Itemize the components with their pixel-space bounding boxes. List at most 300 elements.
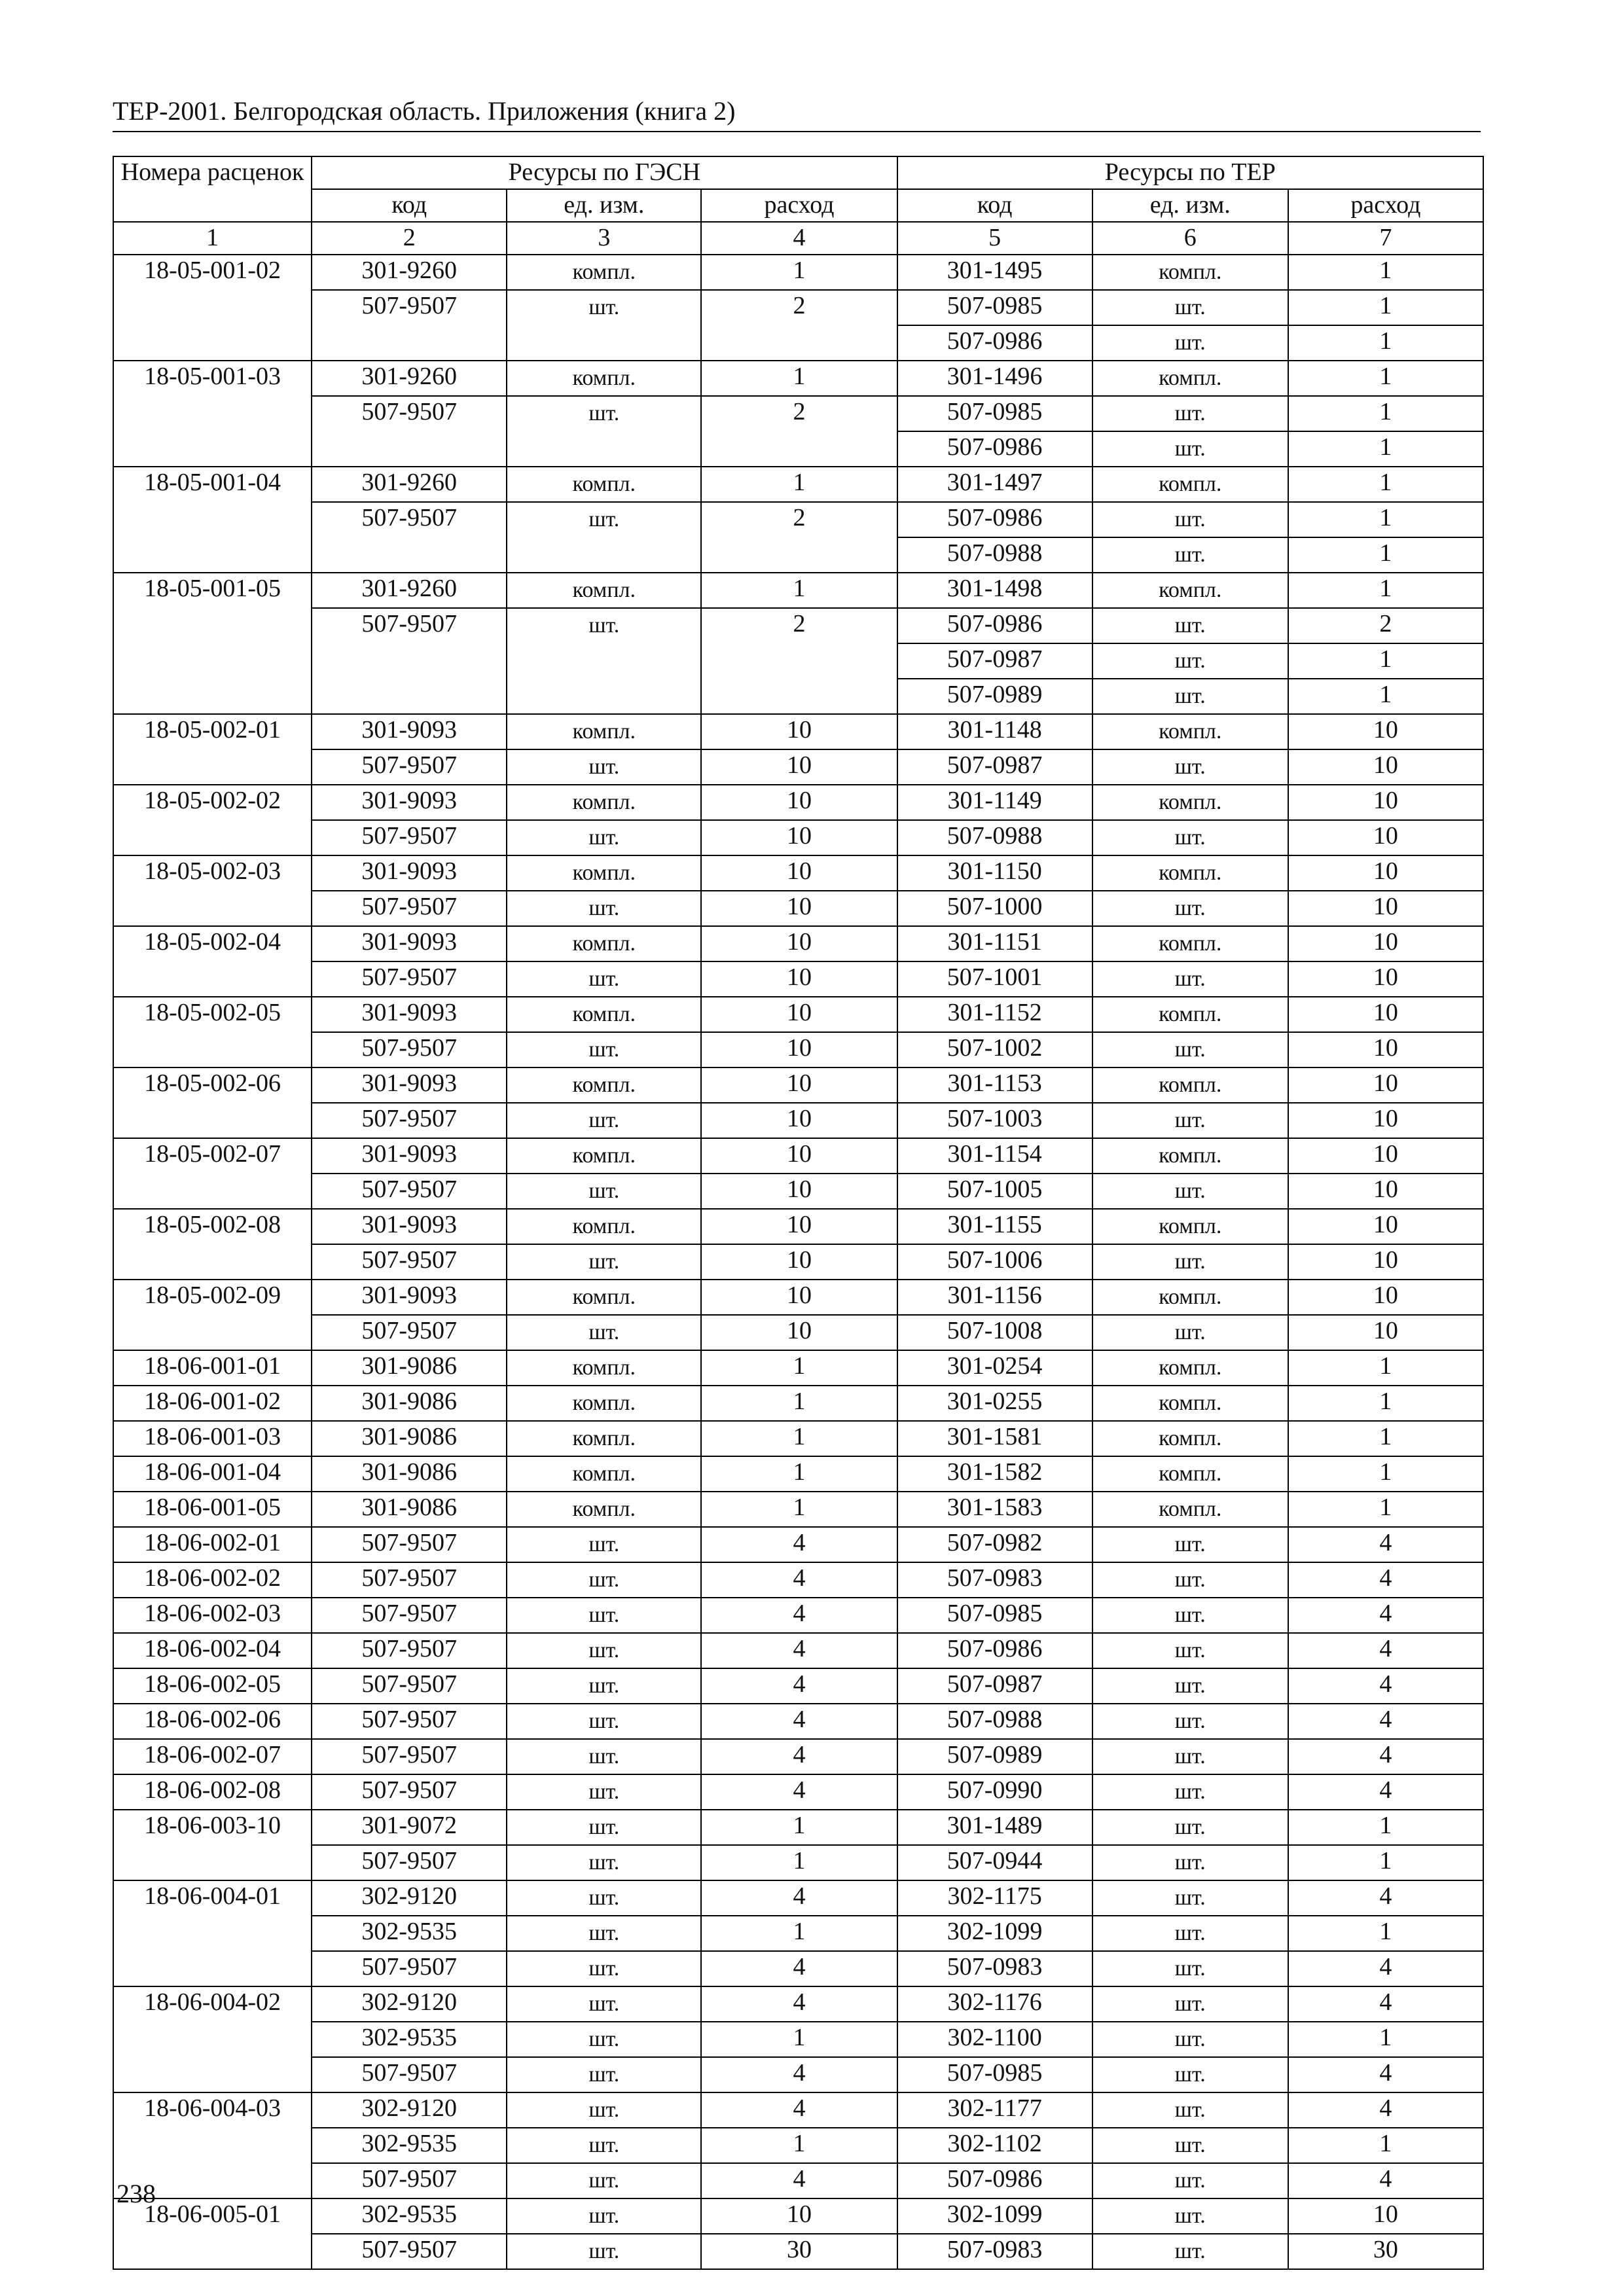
ter-usage-cell: 10 [1288, 1067, 1483, 1103]
gesn-code-cell: 507-9507 [312, 2234, 507, 2269]
col-num: 1 [113, 222, 312, 255]
gesn-code-cell: 302-9535 [312, 2198, 507, 2234]
ter-unit-cell: шт. [1092, 1951, 1288, 1986]
ter-code-cell: 507-0987 [897, 749, 1092, 785]
gesn-code-cell: 301-9093 [312, 1280, 507, 1315]
rate-number-cell: 18-06-002-03 [113, 1598, 312, 1633]
gesn-code-cell: 507-9507 [312, 1032, 507, 1067]
gesn-unit-cell: компл. [507, 1421, 701, 1456]
ter-code-cell: 302-1175 [897, 1880, 1092, 1916]
ter-usage-cell: 1 [1288, 1916, 1483, 1951]
ter-usage-cell: 1 [1288, 361, 1483, 396]
ter-unit-cell: шт. [1092, 961, 1288, 997]
ter-code-cell: 301-1148 [897, 714, 1092, 749]
head-gesn-group: Ресурсы по ГЭСН [312, 156, 897, 189]
gesn-unit-cell: шт. [507, 1598, 701, 1633]
gesn-code-cell: 507-9507 [312, 1315, 507, 1350]
gesn-unit-cell: шт. [507, 2092, 701, 2128]
ter-usage-cell: 4 [1288, 2163, 1483, 2198]
table-row [113, 1845, 1483, 1880]
table-row [113, 1067, 1483, 1103]
ter-usage-cell: 4 [1288, 1668, 1483, 1704]
ter-code-cell: 507-1006 [897, 1244, 1092, 1280]
ter-code-cell: 301-1153 [897, 1067, 1092, 1103]
ter-unit-cell: шт. [1092, 1668, 1288, 1704]
ter-unit-cell: шт. [1092, 1633, 1288, 1668]
gesn-usage-cell: 1 [701, 2022, 897, 2057]
ter-usage-cell: 10 [1288, 891, 1483, 926]
head-ter-usage: расход [1288, 189, 1483, 222]
resources-table [113, 156, 1484, 2270]
gesn-usage-cell: 4 [701, 1668, 897, 1704]
table-row [113, 1315, 1483, 1350]
ter-unit-cell: компл. [1092, 1456, 1288, 1492]
gesn-unit-cell: шт. [507, 396, 701, 467]
gesn-code-cell: 507-9507 [312, 1633, 507, 1668]
ter-code-cell: 301-1498 [897, 573, 1092, 608]
gesn-unit-cell: шт. [507, 2198, 701, 2234]
ter-code-cell: 301-1496 [897, 361, 1092, 396]
gesn-usage-cell: 10 [701, 1138, 897, 1174]
ter-unit-cell: компл. [1092, 1386, 1288, 1421]
ter-usage-cell: 4 [1288, 1527, 1483, 1562]
gesn-code-cell: 301-9093 [312, 1067, 507, 1103]
ter-usage-cell: 1 [1288, 1845, 1483, 1880]
ter-unit-cell: шт. [1092, 1704, 1288, 1739]
ter-usage-cell: 1 [1288, 467, 1483, 502]
gesn-usage-cell: 2 [701, 396, 897, 467]
table-row [113, 1280, 1483, 1315]
ter-code-cell: 507-0989 [897, 1739, 1092, 1774]
table-row [113, 608, 1483, 643]
ter-unit-cell: компл. [1092, 785, 1288, 820]
rate-number-cell: 18-05-001-03 [113, 361, 312, 467]
gesn-usage-cell: 1 [701, 573, 897, 608]
gesn-usage-cell: 4 [701, 1986, 897, 2022]
col-num: 3 [507, 222, 701, 255]
table-row [113, 2198, 1483, 2234]
gesn-code-cell: 507-9507 [312, 608, 507, 714]
ter-code-cell: 507-0988 [897, 1704, 1092, 1739]
ter-code-cell: 507-0987 [897, 643, 1092, 679]
table-row [113, 361, 1483, 396]
ter-usage-cell: 1 [1288, 573, 1483, 608]
rate-number-cell: 18-06-002-06 [113, 1704, 312, 1739]
ter-code-cell: 507-0985 [897, 1598, 1092, 1633]
rate-number-cell: 18-05-002-04 [113, 926, 312, 997]
gesn-code-cell: 301-9093 [312, 926, 507, 961]
ter-code-cell: 507-1003 [897, 1103, 1092, 1138]
ter-code-cell: 301-1155 [897, 1209, 1092, 1244]
gesn-unit-cell: компл. [507, 1492, 701, 1527]
ter-usage-cell: 4 [1288, 1739, 1483, 1774]
gesn-code-cell: 507-9507 [312, 1527, 507, 1562]
ter-usage-cell: 10 [1288, 1280, 1483, 1315]
ter-unit-cell: шт. [1092, 2128, 1288, 2163]
gesn-usage-cell: 2 [701, 502, 897, 573]
ter-unit-cell: компл. [1092, 1280, 1288, 1315]
ter-usage-cell: 10 [1288, 1244, 1483, 1280]
gesn-usage-cell: 2 [701, 608, 897, 714]
table-row [113, 1350, 1483, 1386]
ter-usage-cell: 10 [1288, 1209, 1483, 1244]
gesn-usage-cell: 4 [701, 2092, 897, 2128]
table-row [113, 1951, 1483, 1986]
table-row [113, 1598, 1483, 1633]
gesn-usage-cell: 10 [701, 891, 897, 926]
ter-unit-cell: шт. [1092, 396, 1288, 431]
rate-number-cell: 18-05-002-09 [113, 1280, 312, 1350]
gesn-code-cell: 507-9507 [312, 290, 507, 361]
ter-usage-cell: 30 [1288, 2234, 1483, 2269]
ter-unit-cell: компл. [1092, 1209, 1288, 1244]
head-gesn-usage: расход [701, 189, 897, 222]
head-gesn-unit: ед. изм. [507, 189, 701, 222]
gesn-unit-cell: шт. [507, 1315, 701, 1350]
gesn-usage-cell: 4 [701, 2163, 897, 2198]
ter-unit-cell: компл. [1092, 1421, 1288, 1456]
table-row [113, 2022, 1483, 2057]
ter-unit-cell: шт. [1092, 643, 1288, 679]
ter-unit-cell: шт. [1092, 2092, 1288, 2128]
rate-number-cell: 18-06-004-03 [113, 2092, 312, 2198]
gesn-usage-cell: 4 [701, 1951, 897, 1986]
ter-code-cell: 507-0985 [897, 396, 1092, 431]
table-row [113, 1138, 1483, 1174]
rate-number-cell: 18-06-002-05 [113, 1668, 312, 1704]
rate-number-cell: 18-06-004-02 [113, 1986, 312, 2092]
gesn-unit-cell: шт. [507, 961, 701, 997]
ter-unit-cell: шт. [1092, 1103, 1288, 1138]
ter-code-cell: 301-1156 [897, 1280, 1092, 1315]
gesn-usage-cell: 10 [701, 1209, 897, 1244]
ter-unit-cell: компл. [1092, 714, 1288, 749]
gesn-code-cell: 301-9093 [312, 785, 507, 820]
ter-unit-cell: шт. [1092, 1986, 1288, 2022]
ter-unit-cell: компл. [1092, 1067, 1288, 1103]
gesn-unit-cell: шт. [507, 1916, 701, 1951]
gesn-unit-cell: компл. [507, 1138, 701, 1174]
ter-unit-cell: шт. [1092, 1916, 1288, 1951]
gesn-unit-cell: шт. [507, 891, 701, 926]
gesn-unit-cell: компл. [507, 255, 701, 290]
ter-code-cell: 301-1581 [897, 1421, 1092, 1456]
table-row [113, 855, 1483, 891]
ter-code-cell: 301-1489 [897, 1810, 1092, 1845]
ter-code-cell: 507-1008 [897, 1315, 1092, 1350]
gesn-unit-cell: шт. [507, 1951, 701, 1986]
ter-usage-cell: 1 [1288, 396, 1483, 431]
gesn-unit-cell: компл. [507, 1209, 701, 1244]
gesn-code-cell: 301-9260 [312, 573, 507, 608]
ter-code-cell: 507-0986 [897, 608, 1092, 643]
col-num: 2 [312, 222, 507, 255]
gesn-usage-cell: 1 [701, 1492, 897, 1527]
header-rule [113, 131, 1481, 132]
ter-unit-cell: шт. [1092, 1562, 1288, 1598]
gesn-unit-cell: шт. [507, 2022, 701, 2057]
rate-number-cell: 18-05-002-06 [113, 1067, 312, 1138]
ter-unit-cell: шт. [1092, 502, 1288, 537]
gesn-unit-cell: компл. [507, 785, 701, 820]
gesn-code-cell: 507-9507 [312, 961, 507, 997]
ter-usage-cell: 10 [1288, 1315, 1483, 1350]
gesn-unit-cell: шт. [507, 1810, 701, 1845]
table-row [113, 502, 1483, 537]
ter-unit-cell: компл. [1092, 1350, 1288, 1386]
ter-unit-cell: шт. [1092, 608, 1288, 643]
table-row [113, 1916, 1483, 1951]
ter-usage-cell: 1 [1288, 1350, 1483, 1386]
ter-usage-cell: 1 [1288, 1810, 1483, 1845]
gesn-usage-cell: 10 [701, 961, 897, 997]
table-row [113, 1668, 1483, 1704]
gesn-code-cell: 302-9120 [312, 1986, 507, 2022]
ter-code-cell: 507-0982 [897, 1527, 1092, 1562]
gesn-unit-cell: шт. [507, 2163, 701, 2198]
gesn-usage-cell: 1 [701, 1421, 897, 1456]
ter-usage-cell: 1 [1288, 643, 1483, 679]
gesn-code-cell: 302-9120 [312, 1880, 507, 1916]
col-num: 7 [1288, 222, 1483, 255]
ter-code-cell: 301-0255 [897, 1386, 1092, 1421]
ter-unit-cell: шт. [1092, 1880, 1288, 1916]
ter-code-cell: 507-0983 [897, 1951, 1092, 1986]
ter-code-cell: 507-0985 [897, 290, 1092, 325]
gesn-unit-cell: шт. [507, 1774, 701, 1810]
ter-unit-cell: шт. [1092, 1598, 1288, 1633]
ter-unit-cell: шт. [1092, 1032, 1288, 1067]
page-header: ТЕР-2001. Белгородская область. Приложения (книга 2) [113, 96, 736, 126]
gesn-unit-cell: компл. [507, 1067, 701, 1103]
gesn-usage-cell: 1 [701, 2128, 897, 2163]
ter-unit-cell: шт. [1092, 2198, 1288, 2234]
gesn-unit-cell: шт. [507, 1668, 701, 1704]
gesn-usage-cell: 30 [701, 2234, 897, 2269]
gesn-usage-cell: 2 [701, 290, 897, 361]
table-row [113, 926, 1483, 961]
gesn-usage-cell: 1 [701, 1810, 897, 1845]
gesn-code-cell: 507-9507 [312, 502, 507, 573]
gesn-usage-cell: 1 [701, 1845, 897, 1880]
gesn-unit-cell: шт. [507, 2234, 701, 2269]
gesn-code-cell: 507-9507 [312, 396, 507, 467]
gesn-code-cell: 301-9260 [312, 467, 507, 502]
gesn-usage-cell: 4 [701, 1739, 897, 1774]
ter-code-cell: 507-1002 [897, 1032, 1092, 1067]
ter-code-cell: 302-1102 [897, 2128, 1092, 2163]
ter-code-cell: 302-1177 [897, 2092, 1092, 2128]
gesn-usage-cell: 4 [701, 1562, 897, 1598]
table-row [113, 1774, 1483, 1810]
table-row [113, 1386, 1483, 1421]
ter-usage-cell: 10 [1288, 1032, 1483, 1067]
ter-code-cell: 301-1495 [897, 255, 1092, 290]
ter-unit-cell: шт. [1092, 1810, 1288, 1845]
ter-code-cell: 301-1150 [897, 855, 1092, 891]
gesn-usage-cell: 4 [701, 1880, 897, 1916]
ter-usage-cell: 4 [1288, 1598, 1483, 1633]
table-row [113, 1421, 1483, 1456]
gesn-usage-cell: 10 [701, 1280, 897, 1315]
ter-usage-cell: 10 [1288, 855, 1483, 891]
gesn-code-cell: 507-9507 [312, 1562, 507, 1598]
ter-unit-cell: шт. [1092, 1774, 1288, 1810]
ter-usage-cell: 1 [1288, 1386, 1483, 1421]
gesn-code-cell: 507-9507 [312, 749, 507, 785]
ter-code-cell: 302-1099 [897, 2198, 1092, 2234]
ter-unit-cell: шт. [1092, 749, 1288, 785]
ter-code-cell: 507-0983 [897, 2234, 1092, 2269]
ter-usage-cell: 4 [1288, 1774, 1483, 1810]
ter-usage-cell: 1 [1288, 679, 1483, 714]
ter-usage-cell: 1 [1288, 2022, 1483, 2057]
gesn-unit-cell: шт. [507, 1986, 701, 2022]
ter-usage-cell: 10 [1288, 820, 1483, 855]
table-head [113, 156, 1483, 255]
gesn-usage-cell: 1 [701, 255, 897, 290]
page-number: 238 [117, 2179, 156, 2208]
gesn-code-cell: 301-9093 [312, 714, 507, 749]
ter-unit-cell: компл. [1092, 361, 1288, 396]
gesn-unit-cell: шт. [507, 1704, 701, 1739]
ter-usage-cell: 1 [1288, 1492, 1483, 1527]
head-ter-group: Ресурсы по ТЕР [897, 156, 1483, 189]
rate-number-cell: 18-05-001-05 [113, 573, 312, 714]
ter-unit-cell: компл. [1092, 573, 1288, 608]
table-row [113, 2128, 1483, 2163]
table-row [113, 997, 1483, 1032]
ter-code-cell: 301-1149 [897, 785, 1092, 820]
gesn-code-cell: 507-9507 [312, 1668, 507, 1704]
gesn-usage-cell: 10 [701, 820, 897, 855]
table-row [113, 1456, 1483, 1492]
gesn-unit-cell: компл. [507, 1386, 701, 1421]
gesn-code-cell: 507-9507 [312, 1774, 507, 1810]
ter-code-cell: 507-0988 [897, 820, 1092, 855]
ter-usage-cell: 1 [1288, 2128, 1483, 2163]
rate-number-cell: 18-05-001-02 [113, 255, 312, 361]
ter-code-cell: 507-0986 [897, 2163, 1092, 2198]
gesn-unit-cell: компл. [507, 855, 701, 891]
gesn-usage-cell: 1 [701, 467, 897, 502]
table-row [113, 396, 1483, 431]
ter-usage-cell: 4 [1288, 1704, 1483, 1739]
gesn-unit-cell: компл. [507, 926, 701, 961]
table-row [113, 1492, 1483, 1527]
gesn-unit-cell: шт. [507, 1562, 701, 1598]
gesn-usage-cell: 10 [701, 1244, 897, 1280]
ter-unit-cell: шт. [1092, 2234, 1288, 2269]
table-row [113, 2163, 1483, 2198]
gesn-code-cell: 301-9093 [312, 855, 507, 891]
ter-code-cell: 301-0254 [897, 1350, 1092, 1386]
gesn-code-cell: 301-9072 [312, 1810, 507, 1845]
gesn-unit-cell: компл. [507, 997, 701, 1032]
ter-code-cell: 507-0986 [897, 502, 1092, 537]
table-row [113, 573, 1483, 608]
table-row [113, 1739, 1483, 1774]
gesn-code-cell: 302-9535 [312, 2022, 507, 2057]
ter-code-cell: 301-1497 [897, 467, 1092, 502]
ter-usage-cell: 4 [1288, 1633, 1483, 1668]
gesn-code-cell: 507-9507 [312, 1174, 507, 1209]
gesn-usage-cell: 10 [701, 1315, 897, 1350]
gesn-usage-cell: 4 [701, 2057, 897, 2092]
table-row [113, 1103, 1483, 1138]
table-row [113, 1032, 1483, 1067]
ter-usage-cell: 1 [1288, 290, 1483, 325]
table-row [113, 785, 1483, 820]
ter-code-cell: 301-1582 [897, 1456, 1092, 1492]
ter-usage-cell: 4 [1288, 1986, 1483, 2022]
gesn-usage-cell: 4 [701, 1598, 897, 1633]
ter-unit-cell: шт. [1092, 1315, 1288, 1350]
ter-usage-cell: 10 [1288, 997, 1483, 1032]
ter-usage-cell: 1 [1288, 255, 1483, 290]
gesn-code-cell: 507-9507 [312, 1704, 507, 1739]
gesn-usage-cell: 1 [701, 1386, 897, 1421]
gesn-code-cell: 302-9535 [312, 1916, 507, 1951]
rate-number-cell: 18-06-002-08 [113, 1774, 312, 1810]
ter-unit-cell: шт. [1092, 891, 1288, 926]
table-row [113, 1209, 1483, 1244]
rate-number-cell: 18-06-004-01 [113, 1880, 312, 1986]
gesn-unit-cell: шт. [507, 749, 701, 785]
table-row [113, 1527, 1483, 1562]
gesn-usage-cell: 10 [701, 714, 897, 749]
gesn-usage-cell: 4 [701, 1527, 897, 1562]
ter-unit-cell: шт. [1092, 537, 1288, 573]
gesn-usage-cell: 4 [701, 1633, 897, 1668]
gesn-unit-cell: шт. [507, 1244, 701, 1280]
gesn-unit-cell: компл. [507, 467, 701, 502]
table-row [113, 1880, 1483, 1916]
ter-unit-cell: компл. [1092, 467, 1288, 502]
rate-number-cell: 18-05-002-02 [113, 785, 312, 855]
rate-number-cell: 18-06-001-01 [113, 1350, 312, 1386]
gesn-unit-cell: шт. [507, 290, 701, 361]
ter-code-cell: 507-0986 [897, 431, 1092, 467]
ter-usage-cell: 10 [1288, 926, 1483, 961]
gesn-code-cell: 301-9086 [312, 1421, 507, 1456]
gesn-unit-cell: шт. [507, 1103, 701, 1138]
gesn-usage-cell: 1 [701, 1916, 897, 1951]
ter-usage-cell: 4 [1288, 1951, 1483, 1986]
gesn-unit-cell: компл. [507, 714, 701, 749]
ter-code-cell: 507-0990 [897, 1774, 1092, 1810]
ter-unit-cell: компл. [1092, 1138, 1288, 1174]
rate-number-cell: 18-05-002-08 [113, 1209, 312, 1280]
rate-number-cell: 18-06-002-01 [113, 1527, 312, 1562]
ter-usage-cell: 10 [1288, 1103, 1483, 1138]
ter-unit-cell: шт. [1092, 1174, 1288, 1209]
ter-code-cell: 507-0987 [897, 1668, 1092, 1704]
table-row [113, 255, 1483, 290]
rate-number-cell: 18-06-005-01 [113, 2198, 312, 2269]
gesn-code-cell: 301-9086 [312, 1456, 507, 1492]
gesn-usage-cell: 10 [701, 785, 897, 820]
ter-code-cell: 301-1154 [897, 1138, 1092, 1174]
gesn-code-cell: 301-9093 [312, 1138, 507, 1174]
gesn-code-cell: 507-9507 [312, 1598, 507, 1633]
ter-unit-cell: шт. [1092, 431, 1288, 467]
table-row [113, 2092, 1483, 2128]
ter-code-cell: 507-1000 [897, 891, 1092, 926]
ter-usage-cell: 10 [1288, 1138, 1483, 1174]
table-row [113, 467, 1483, 502]
gesn-code-cell: 301-9260 [312, 255, 507, 290]
